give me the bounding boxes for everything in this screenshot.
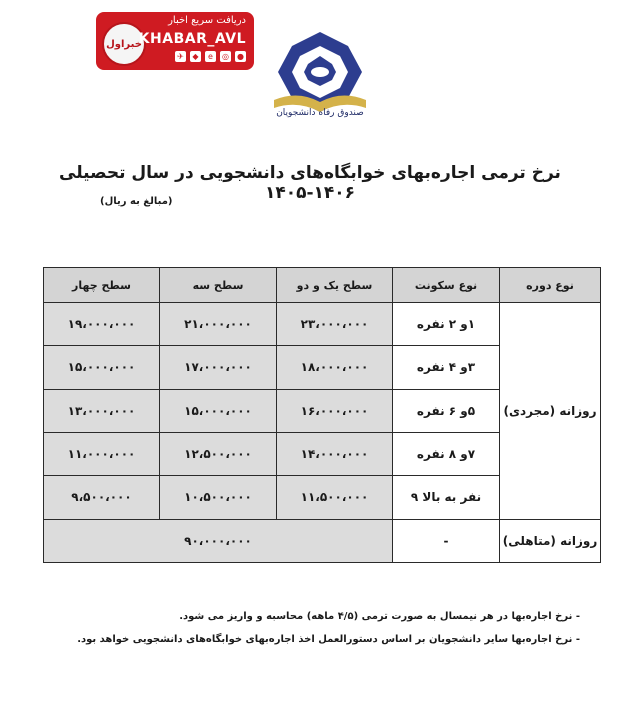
price-cell: ۱۷،۰۰۰،۰۰۰ <box>160 346 277 389</box>
price-cell: ۱۰،۵۰۰،۰۰۰ <box>160 476 277 519</box>
price-cell: ۱۸،۰۰۰،۰۰۰ <box>277 346 393 389</box>
table-row <box>44 303 601 346</box>
badge-subtitle: دریافت سریع اخبار <box>168 15 246 26</box>
occupancy-cell: نفر به بالا ۹ <box>393 476 500 519</box>
page-title: نرخ ترمی اجاره‌بهای خوابگاه‌های دانشجویی در سال تحصیلی ۱۴۰۶-۱۴۰۵ <box>59 163 561 203</box>
rent-table <box>43 267 601 563</box>
table-row-married <box>44 519 601 562</box>
bale-icon: ● <box>235 51 246 62</box>
price-cell: ۲۳،۰۰۰،۰۰۰ <box>277 303 393 346</box>
header-occupancy: نوع سکونت <box>393 268 500 303</box>
currency-note: (مبالغ به ریال) <box>100 196 173 207</box>
header-level4: سطح چهار <box>44 268 160 303</box>
header-level3: سطح سه <box>160 268 277 303</box>
occupancy-cell: ۳و ۴ نفره <box>393 346 500 389</box>
price-cell: ۱۲،۵۰۰،۰۰۰ <box>160 432 277 475</box>
occupancy-cell: ۷و ۸ نفره <box>393 432 500 475</box>
logo-caption: صندوق رفاه دانشجویان <box>276 108 364 118</box>
period-single: روزانه (مجردی) <box>500 303 601 520</box>
rubika-icon: ◆ <box>190 51 201 62</box>
price-cell: ۱۱،۵۰۰،۰۰۰ <box>277 476 393 519</box>
header-level12: سطح یک و دو <box>277 268 393 303</box>
table-header-row <box>44 268 601 303</box>
social-icons <box>175 51 246 62</box>
price-cell: ۱۶،۰۰۰،۰۰۰ <box>277 389 393 432</box>
price-cell: ۱۱،۰۰۰،۰۰۰ <box>44 432 160 475</box>
price-cell: ۱۳،۰۰۰،۰۰۰ <box>44 389 160 432</box>
price-cell: ۱۴،۰۰۰،۰۰۰ <box>277 432 393 475</box>
footnotes <box>40 605 580 651</box>
price-cell: ۱۹،۰۰۰،۰۰۰ <box>44 303 160 346</box>
badge-brand: KHABAR_AVL <box>138 31 246 47</box>
occupancy-cell: ۵و ۶ نفره <box>393 389 500 432</box>
occupancy-cell: ۱و ۲ نفره <box>393 303 500 346</box>
price-cell: ۱۵،۰۰۰،۰۰۰ <box>160 389 277 432</box>
header-period: نوع دوره <box>500 268 601 303</box>
news-badge <box>96 12 254 70</box>
footnote: - نرخ اجاره‌بها در هر نیمسال به صورت ترمی (۴/۵ ماهه) محاسبه و واریز می شود. <box>179 611 580 622</box>
telegram-icon: ✈ <box>175 51 186 62</box>
price-cell: ۹،۵۰۰،۰۰۰ <box>44 476 160 519</box>
footnote: - نرخ اجاره‌بها سایر دانشجویان بر اساس دستورالعمل اخذ اجاره‌بهای خوابگاه‌های دانشجویی خواهد بود. <box>77 634 580 645</box>
price-cell-married: ۹۰،۰۰۰،۰۰۰ <box>44 519 393 562</box>
eitaa-icon: e <box>205 51 216 62</box>
occupancy-cell: - <box>393 519 500 562</box>
instagram-icon: ◎ <box>220 51 231 62</box>
badge-logo: خبراول <box>102 22 146 66</box>
price-cell: ۲۱،۰۰۰،۰۰۰ <box>160 303 277 346</box>
price-cell: ۱۵،۰۰۰،۰۰۰ <box>44 346 160 389</box>
period-married: روزانه (متاهلی) <box>500 519 601 562</box>
